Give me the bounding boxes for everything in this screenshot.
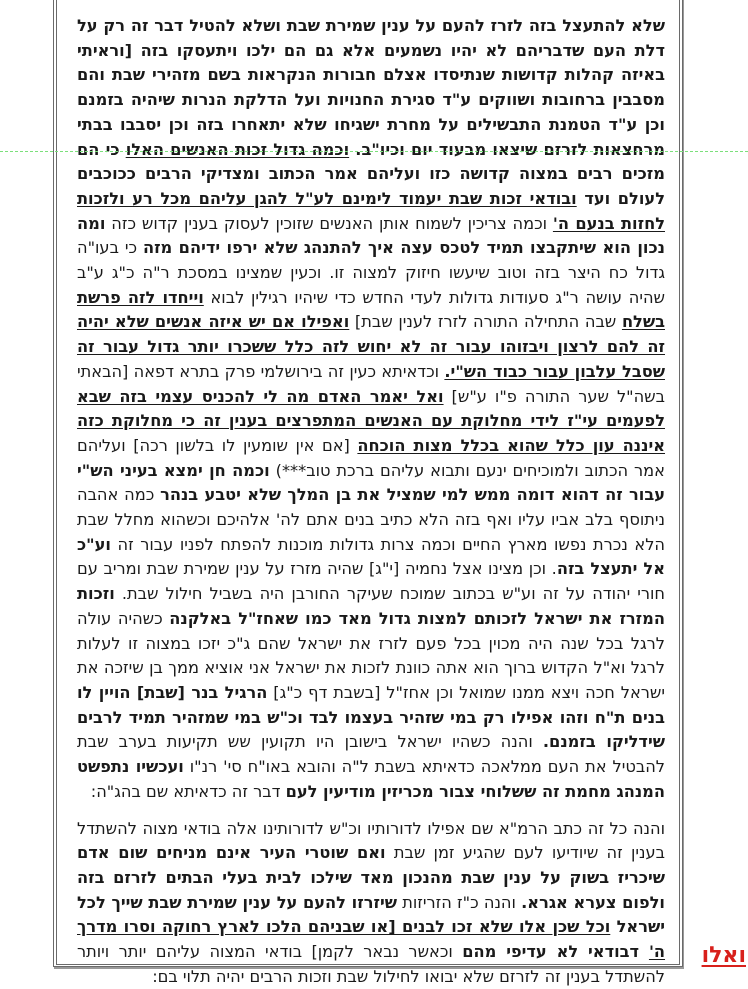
text-segment: דבודאי לא עדיפי מהם: [462, 942, 649, 961]
next-page-catchword: ואלו: [702, 943, 746, 968]
paragraph-2: [77, 817, 665, 989]
text-segment: וכמה חן ימצא בעיני הש"י עבור זה דהוא דומה ממש למי שמציל את בן המלך שלא יטבע בנהר: [77, 461, 665, 505]
text-segment: והנה כל זה כתב הרמ"א שם אפילו לדורותיו וכ"ש לדורותינו אלה בודאי מצוה להשתדל בענין זה שיודיעו לעם שהגיע זמן שבת: [77, 819, 665, 863]
text-segment: ועכשיו נתפשט המנהג מחמת זה ששלוחי צבור מכריזין מודיעין לעם: [77, 757, 665, 801]
text-segment: וייחדו לזה פרשת בשלח: [77, 288, 665, 332]
text-segment: כמה אהבה ניתוסף בלב אביו עליו ואף בזה הלא כתיב בנים אתם לה' אלהיכם וכשהוא מחלל שבת הלא נכרת נפשו מארץ החיים וכמה צרות גדולות מוכנות להפתח לפניו עבור זה: [77, 485, 665, 553]
text-segment: . וכן מצינו אצל נחמיה [י"ג] שהיה מזרז על ענין שמירת שבת ומריב עם חורי יהודה על זה וע"ש בכתוב שמוכח שעיקר החורבן היה בשביל חילול שבת.: [77, 559, 665, 603]
text-segment: וכמה גדול זכות האנשים האלו: [126, 140, 349, 159]
text-segment: ואם שוטרי העיר אינם מניחים שום אדם שיכריז בשוק על ענין שבת מהנכון מאד שילכו לבית בעלי הבתים לזרזם בזה ולפום צערא אגרא.: [77, 843, 665, 911]
text-segment: כי הם מזכים רבים במצוה קדושה כזו ועליהם אמר הכתוב ומצדיקי הרבים ככוכבים לעולם ועד: [77, 140, 665, 208]
text-segment: כשהיה עולה לרגל בכל שנה היה מכוין בכל פעם לזרז את ישראל שהם ג"כ יזכו במצוה זו לעלות לרגל וא"ל הקדוש ברוך הוא אתה כוונת לזכות את ישראל אני אוציא ממך בן שיזכה את ישראל חכה ויצא ממנו שמואל וכן אחז"ל [בשבת דף כ"ג]: [77, 609, 665, 702]
text-segment: וזכות המזרז את ישראל לזכותם למצות גדול מאד כמו שאחז"ל באלקנה: [77, 584, 665, 628]
text-segment: וכאשר נבאר לקמן] בודאי המצוה עליהם יותר ויותר להשתדל בענין זה לזרזם שלא יבואו לחילול שבת וזכות הרבים יהיה תלוי בם:: [77, 942, 665, 986]
text-segment: [אם אין שומעין לו בלשון רכה] ועליהם אמר הכתוב ולמוכיחים ינעם ותבוא עליהם ברכת טוב***): [77, 436, 665, 480]
document-body: [77, 14, 665, 989]
text-segment: וכמה צריכין לשמוח אותן האנשים שזוכין לעסוק בענין קדוש כזה: [105, 214, 553, 233]
text-segment: כי בעו"ה גדול כח היצר בזה וטוב שיעשו חיזוק למצוה זו. וכעין שמצינו במסכת ר"ה כ"ג ע"ב שהיה עושה ר"ג סעודות גדולות לעדי החדש כדי שיהיו רגילין לבוא: [77, 238, 665, 306]
text-segment: שבה התחילה התורה לזרז לענין שבת]: [349, 312, 622, 331]
text-segment: הרגיל בנר [שבת] הויין לו בנים ת"ח וזהו אפילו רק במי שזהיר בעצמו לבד וכ"ש במי שמזהיר תמיד לרבים שידליקו בזמנם.: [77, 683, 665, 751]
text-segment: והנה כשהיו ישראל בישובן היו תקועין שש תקיעות בערב שבת להבטיל את העם ממלאכה כדאיתא בשבת ל"ה והובא באו"ח סי' רנ"ו: [77, 732, 665, 776]
text-segment: ובודאי זכות שבת יעמוד לימינם לע"ל להגן עליהם מכל רע ולזכות לחזות בנעם ה': [77, 189, 665, 233]
text-segment: שיזרזו להעם על ענין שמירת שבת שייך לכל ישראל: [77, 893, 665, 937]
text-segment: ואפילו אם יש איזה אנשים שלא יהיה זה להם לרצון ויבזוהו עבור זה לא יחוש לזה כלל ששכרו יותר גדול עבור זה שסבל עלבון עבור כבוד הש"י.: [77, 312, 665, 380]
text-segment: וכדאיתא כעין זה בירושלמי פרק בתרא דפאה [הבאתי בשה"ל שער התורה פ"ו ע"ש]: [77, 362, 665, 406]
text-segment: דבר זה כדאיתא שם בהג"ה:: [91, 782, 286, 801]
text-segment: וכל שכן אלו שלא זכו לבנים [או שבניהם הלכו לארץ רחוקה וסרו מדרך ה': [77, 917, 665, 961]
paragraph-1: [77, 14, 665, 805]
text-segment: והנה כ"ז הזריזות: [397, 893, 521, 912]
text-segment: שלא להתעצל בזה לזרז להעם על ענין שמירת שבת ושלא להטיל דבר זה רק על דלת העם שדבריהם לא יהיו נשמעים אלא גם הם ילכו ויתעסקו בזה [וראיתי באיזה קהלות קדושות שנתיסדו אצלם חבורות הנקראות בשם מזהירי שבת והם מסבבין ברחובות ושווקים ע"ד סגירת החנויות ועל הדלקת הנרות שיהיה בזמנם וכן ע"ד הטמנת התבשילים על מחרת ישגיחו שלא יתאחרו בזה וכן יסבבו בבתי מרחצאות לזרזם שיצאו מבעוד יום וכיו"ב.: [77, 16, 665, 159]
text-segment: ואל יאמר האדם מה לי להכניס עצמי בזה שבא לפעמים עי"ז לידי מחלוקת עם האנשים המתפרצים בענין זה כי מחלוקת כזה איננה עון כלל שהוא בכלל מצות הוכחה: [77, 387, 665, 455]
text-segment: וע"כ אל יתעצל בזה: [77, 535, 665, 579]
text-segment: ומה נכון הוא שיתקבצו תמיד לטכס עצה איך להתנהג שלא ירפו ידיהם מזה: [77, 214, 665, 258]
